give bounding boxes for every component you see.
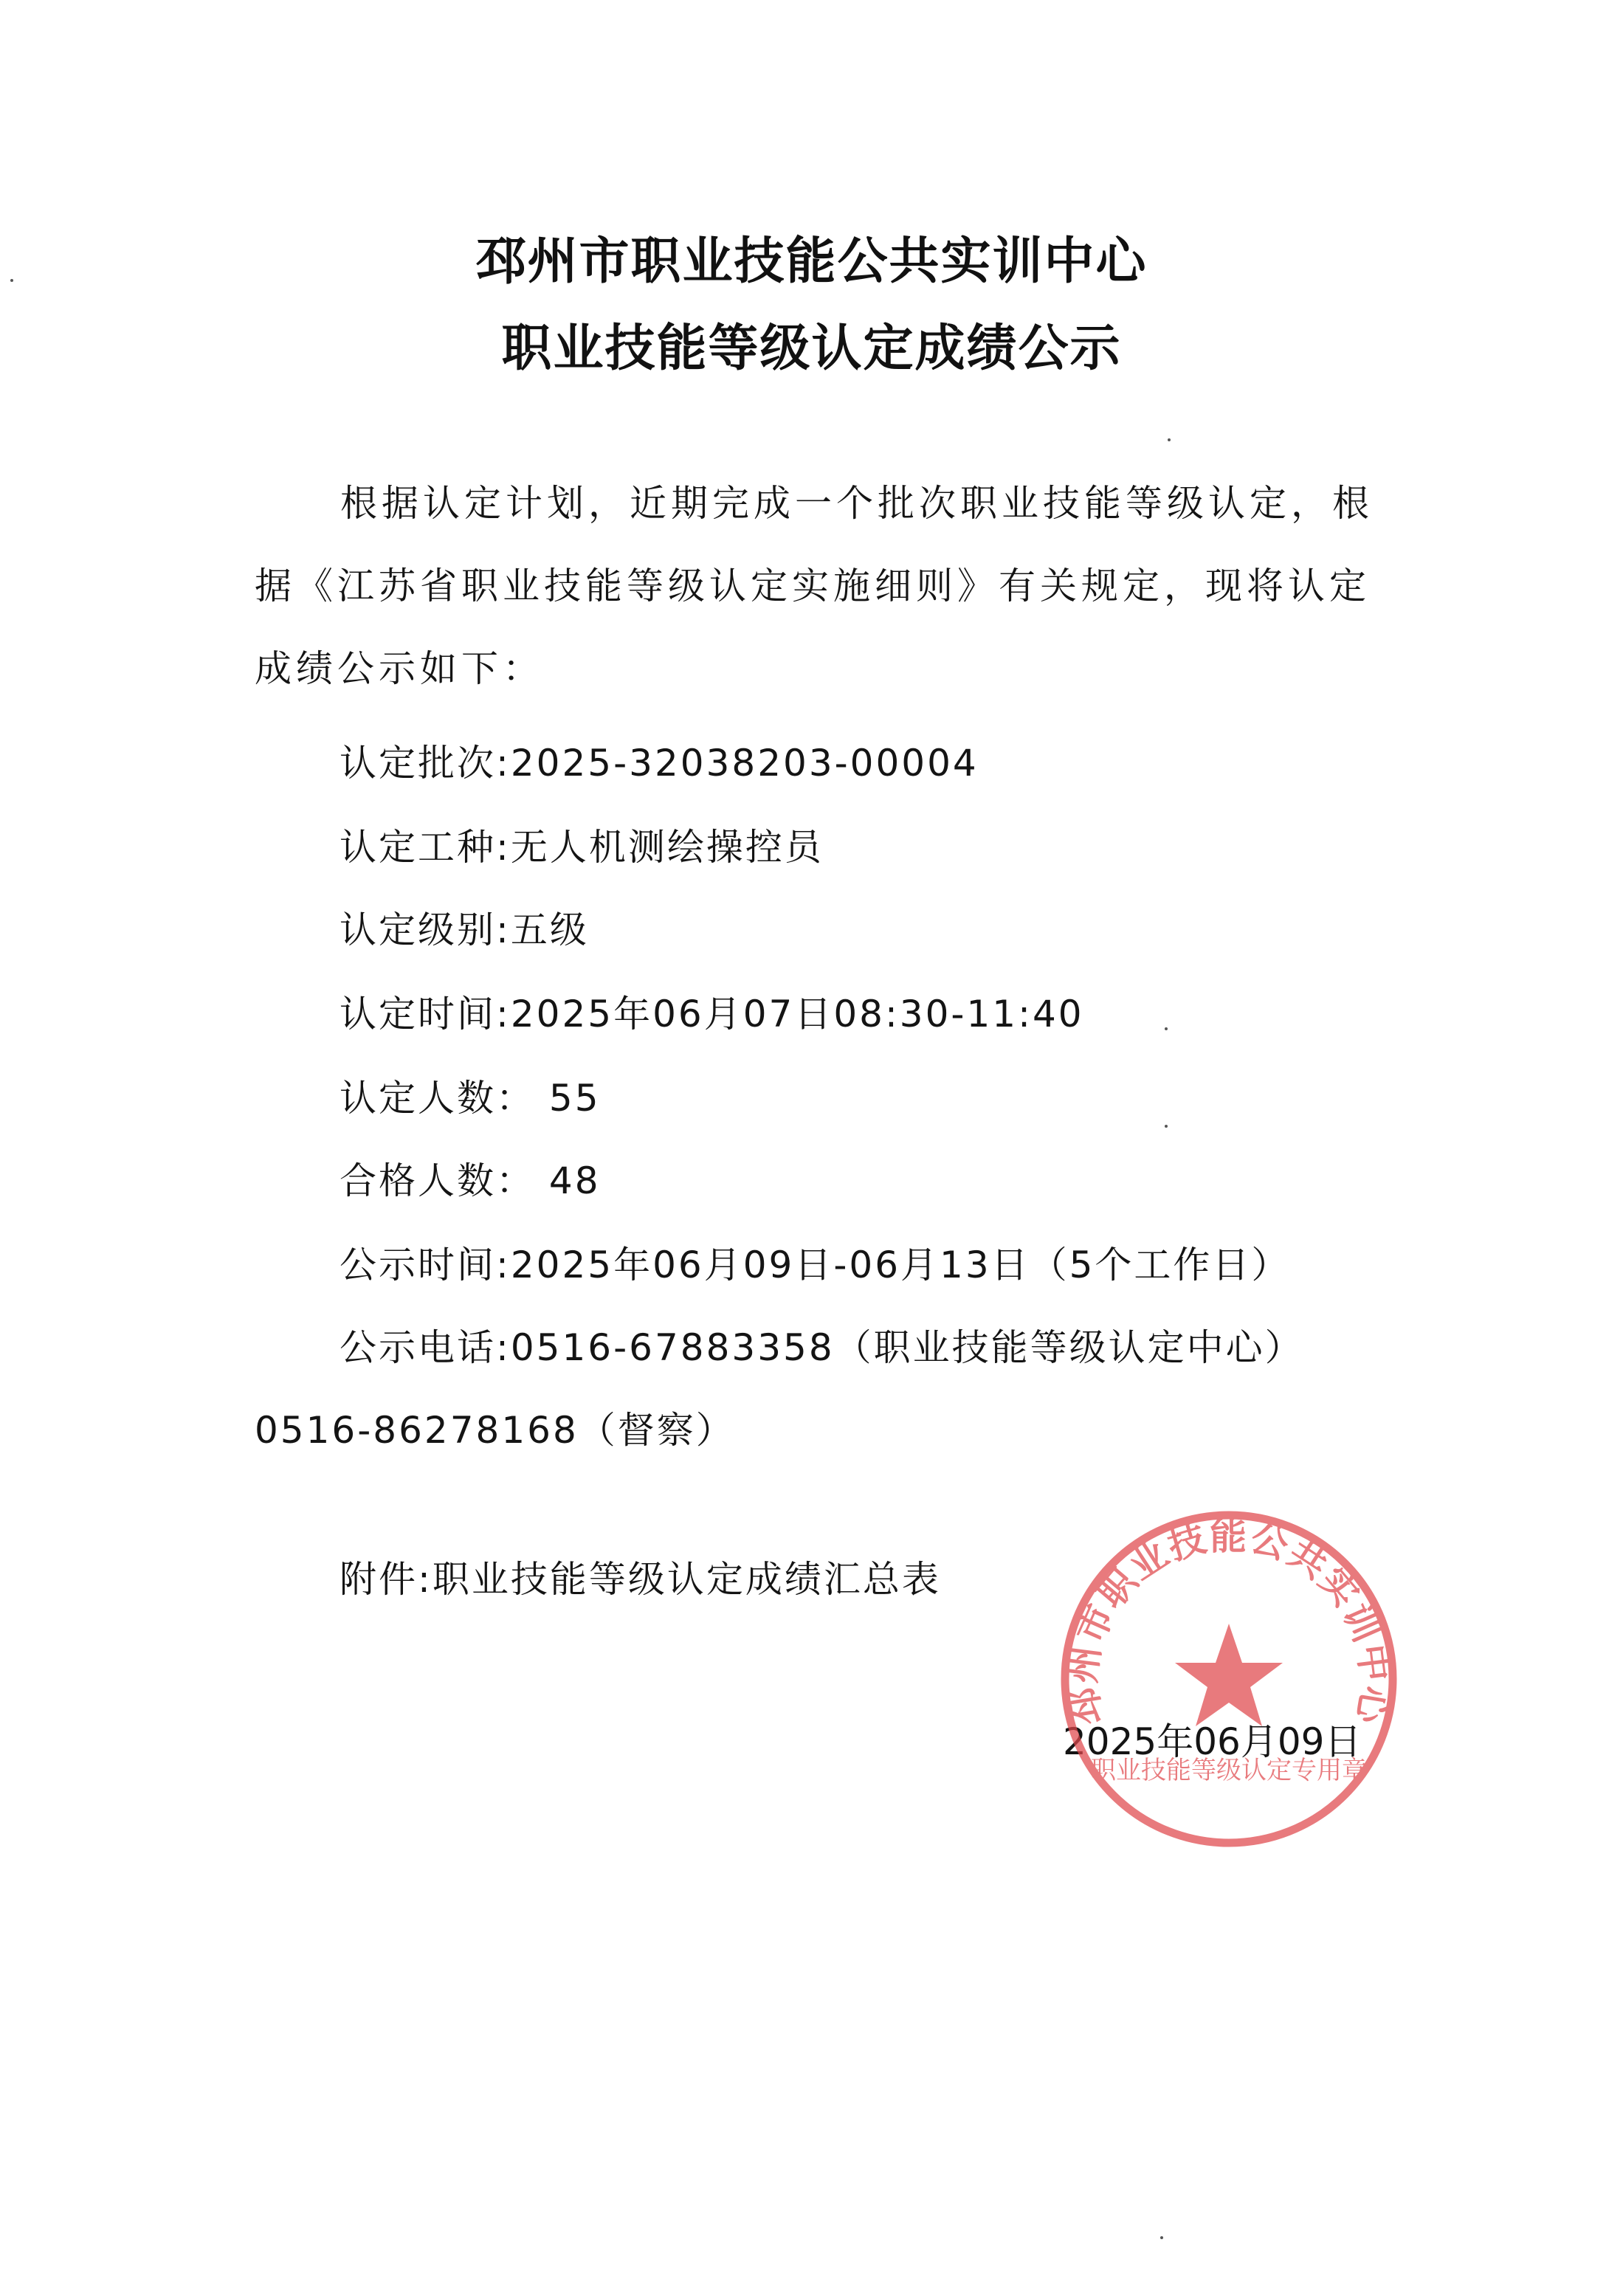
occupation-line: 认定工种:无人机测绘操控员 (340, 826, 824, 869)
passed-line: 合格人数： 48 (340, 1159, 601, 1202)
scan-speck (1165, 1027, 1168, 1030)
official-seal (1055, 1506, 1402, 1852)
scan-speck (1160, 2236, 1163, 2239)
phone-line-2: 0516-86278168（督察） (255, 1409, 735, 1452)
level-line: 认定级别:五级 (340, 909, 589, 951)
seal-inner-text: 职业技能等级认定专用章 (1091, 1756, 1367, 1785)
scan-speck (1168, 438, 1171, 441)
seal-outer-text: 邳州市职业技能公共实训中心 (1060, 1514, 1398, 1728)
publicity-period-line: 公示时间:2025年06月09日-06月13日（5个工作日） (340, 1244, 1291, 1286)
examinees-line: 认定人数： 55 (340, 1077, 601, 1120)
phone-line: 公示电话:0516-67883358（职业技能等级认定中心） (340, 1326, 1304, 1369)
document-date: 2025年06月09日 (1063, 1720, 1362, 1763)
scan-speck (1165, 1125, 1168, 1128)
document-title-line1: 邳州市职业技能公共实训中心 (475, 232, 1148, 291)
attachment-line: 附件:职业技能等级认定成绩汇总表 (340, 1558, 941, 1601)
intro-paragraph: 根据认定计划，近期完成一个批次职业技能等级认定，根据《江苏省职业技能等级认定实施细则》有关规定，现将认定成绩公示如下： (255, 482, 1374, 690)
seal-star-icon (1175, 1624, 1283, 1726)
batch-line: 认定批次:2025-32038203-00004 (340, 742, 979, 785)
scan-speck (10, 279, 13, 282)
document-title-line2: 职业技能等级认定成绩公示 (501, 319, 1122, 378)
time-line: 认定时间:2025年06月07日08:30-11:40 (340, 993, 1084, 1035)
